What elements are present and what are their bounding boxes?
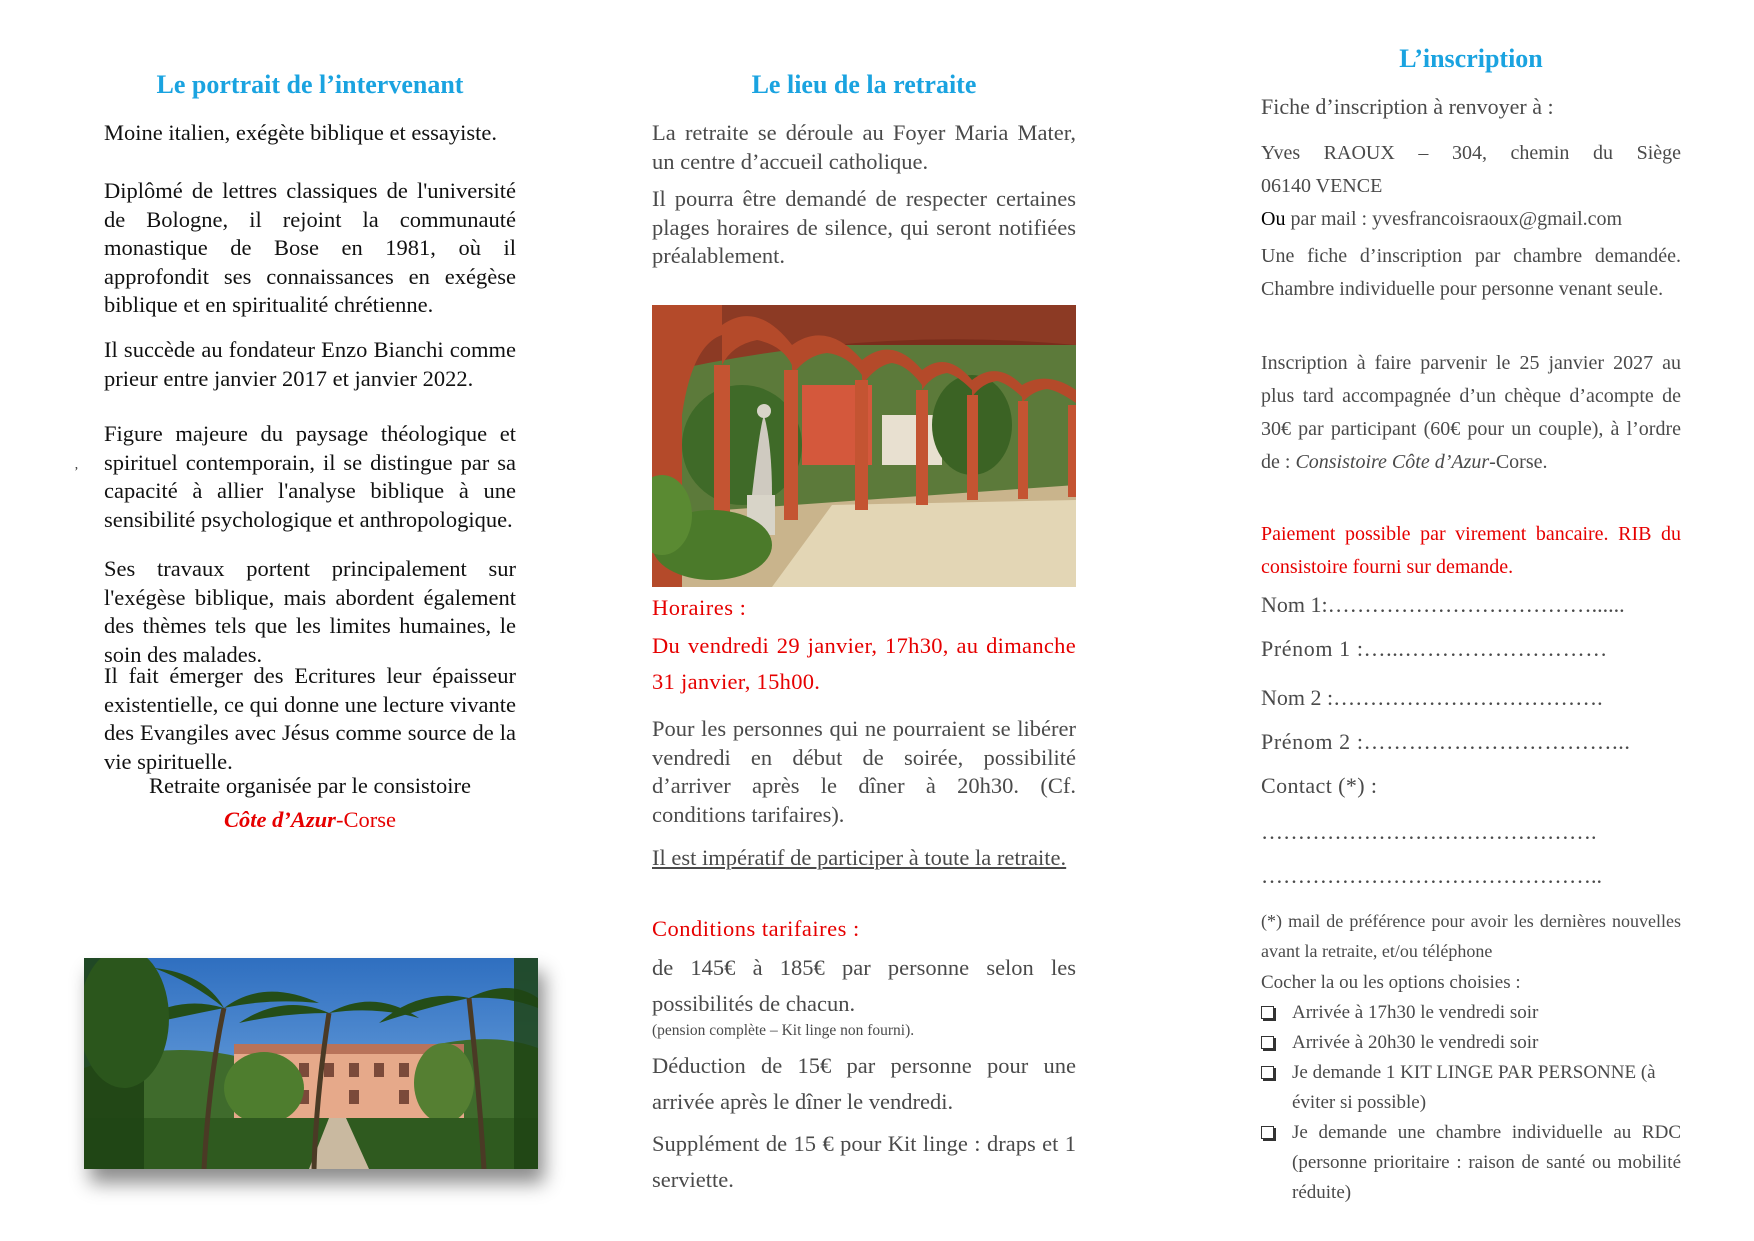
speaker-paragraph-2: Diplômé de lettres classiques de l'université de Bologne, il rejoint la communauté monastique de Bose en 1981, où il approfondit ses connaissances en exégèse biblique et en spiritualité chrétienne. — [104, 178, 516, 317]
option-label: Arrivée à 17h30 le vendredi soir — [1292, 1002, 1539, 1023]
field-nom-2[interactable]: Nom 2 :………………………………. — [1261, 685, 1603, 710]
option-arrival-2030[interactable] — [1261, 1028, 1681, 1058]
speaker-paragraph-5: Ses travaux portent principalement sur l'exégèse biblique, mais abordent également des thèmes tels que les limites humaines, le soin des malades. — [104, 556, 516, 667]
speaker-paragraph-6: Il fait émerger des Ecritures leur épaisseur existentielle, ce qui donne une lecture vivante des Evangiles avec Jésus comme source de la vie spirituelle. — [104, 663, 516, 774]
footnote: (*) mail de préférence pour avoir les dernières nouvelles avant la retraite, et/ou téléphone — [1261, 911, 1681, 961]
supplement-text: Supplément de 15 € pour Kit linge : draps et 1 serviette. — [652, 1131, 1076, 1192]
conditions-label: Conditions tarifaires : — [652, 916, 860, 941]
speaker-title: Le portrait de l’intervenant — [156, 70, 464, 99]
deadline-italic: Consistoire Côte d’Azur — [1295, 451, 1490, 473]
organizer-region-rest: -Corse — [335, 807, 396, 832]
checkbox-icon[interactable] — [1261, 1036, 1274, 1049]
price-text: de 145€ à 185€ par personne selon les possibilités de chacun. — [652, 955, 1076, 1016]
field-contact-line-1[interactable]: ………………………………………. — [1261, 819, 1597, 844]
venue-intro-2: Il pourra être demandé de respecter certaines plages horaires de silence, qui seront notifiées préalablement. — [652, 186, 1076, 268]
field-nom-1[interactable]: Nom 1:………………………………...... — [1261, 592, 1625, 617]
organizer-region — [84, 806, 536, 835]
address-line-1: Yves RAOUX – 304, chemin du Siège — [1261, 142, 1681, 164]
horaires-label: Horaires : — [652, 595, 747, 620]
option-label: Je demande 1 KIT LINGE PAR PERSONNE (à éviter si possible) — [1292, 1062, 1656, 1113]
late-arrival: Pour les personnes qui ne pourraient se libérer vendredi en début de soirée, possibilité d’arriver après le dîner à 20h30. (Cf. conditions tarifaires). — [652, 716, 1076, 827]
venue-title: Le lieu de la retraite — [751, 70, 977, 99]
option-arrival-1730[interactable] — [1261, 998, 1681, 1028]
villa-photo — [84, 958, 538, 1169]
mail-prefix: Ou — [1261, 208, 1286, 230]
options-label: Cocher la ou les options choisies : — [1261, 972, 1521, 993]
field-prenom-1[interactable]: Prénom 1 :…...……………………… — [1261, 636, 1608, 661]
venue-intro-1: La retraite se déroule au Foyer Maria Mater, un centre d’accueil catholique. — [652, 120, 1076, 174]
stray-mark: ’ — [74, 465, 79, 480]
speaker-paragraph-3: Il succède au fondateur Enzo Bianchi comme prieur entre janvier 2017 et janvier 2022. — [104, 337, 516, 391]
options-list — [1261, 998, 1681, 1208]
checkbox-icon[interactable] — [1261, 1006, 1274, 1019]
option-ground-floor-room[interactable] — [1261, 1118, 1681, 1208]
speaker-paragraph-4: Figure majeure du paysage théologique et spirituel contemporain, il se distingue par sa capacité à allier l'analyse biblique à une sensibilité psychologique et anthropologique. — [104, 421, 516, 532]
imperative-note: Il est impératif de participer à toute la retraite. — [652, 845, 1067, 870]
registration-title: L’inscription — [1399, 44, 1543, 73]
deadline-text: Inscription à faire parvenir le 25 janvier 2027 au plus tard accompagnée d’un chèque d’acompte de 30€ par participant (60€ pour un couple), à l’ordre de : — [1261, 352, 1681, 473]
field-prenom-2[interactable]: Prénom 2 :……………………………... — [1261, 729, 1631, 754]
checkbox-icon[interactable] — [1261, 1126, 1274, 1139]
cloister-photo — [652, 305, 1076, 587]
field-contact-label: Contact (*) : — [1261, 773, 1378, 798]
address-line-2: 06140 VENCE — [1261, 175, 1383, 197]
speaker-paragraph-1: Moine italien, exégète biblique et essayiste. — [104, 120, 498, 145]
checkbox-icon[interactable] — [1261, 1066, 1274, 1079]
deadline-note — [1261, 347, 1681, 479]
option-label: Je demande une chambre individuelle au RDC (personne prioritaire : raison de santé ou mobilité réduite) — [1292, 1122, 1681, 1203]
deadline-rest: -Corse. — [1489, 451, 1548, 473]
organizer-region-italic: Côte d’Azur — [224, 807, 336, 832]
payment-note: Paiement possible par virement bancaire. RIB du consistoire fourni sur demande. — [1261, 523, 1681, 578]
mail-address[interactable]: par mail : yvesfrancoisraoux@gmail.com — [1285, 208, 1623, 230]
deduction-text: Déduction de 15€ par personne pour une arrivée après le dîner le vendredi. — [652, 1053, 1076, 1114]
option-label: Arrivée à 20h30 le vendredi soir — [1292, 1032, 1539, 1053]
option-linen-kit[interactable] — [1261, 1058, 1681, 1118]
mail-line — [1261, 203, 1681, 236]
send-to: Fiche d’inscription à renvoyer à : — [1261, 94, 1554, 119]
organizer-line: Retraite organisée par le consistoire — [149, 773, 471, 798]
horaires-text: Du vendredi 29 janvier, 17h30, au dimanche 31 janvier, 15h00. — [652, 633, 1076, 694]
field-contact-line-2[interactable]: ……………………………………….. — [1261, 863, 1602, 888]
one-form-note: Une fiche d’inscription par chambre demandée. Chambre individuelle pour personne venant seule. — [1261, 245, 1681, 300]
price-note: (pension complète – Kit linge non fourni). — [652, 1022, 915, 1039]
